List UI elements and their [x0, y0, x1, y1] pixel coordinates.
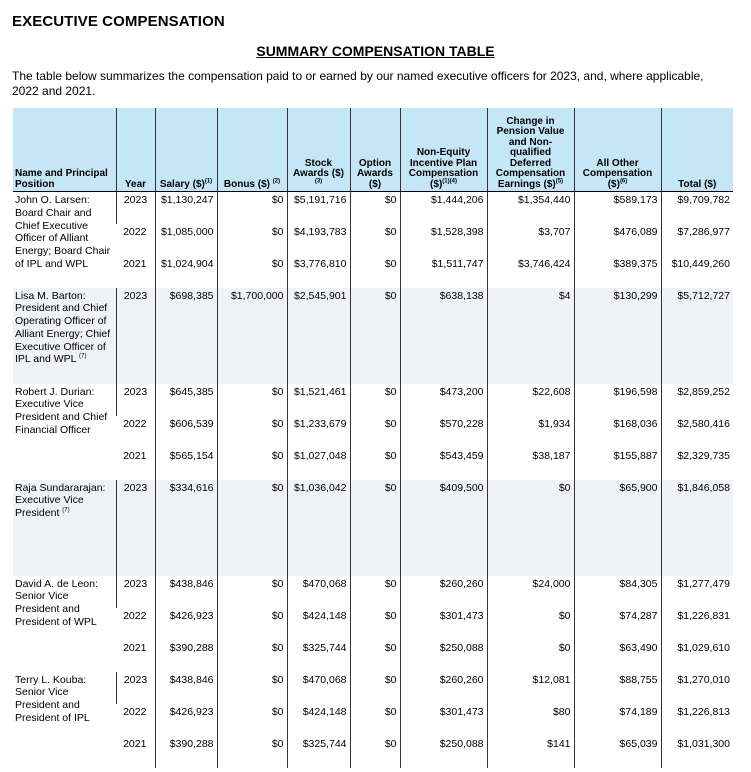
executive-name-cell [13, 672, 116, 768]
cell-option: $0 [350, 384, 400, 416]
cell-pension: $24,000 [487, 576, 574, 608]
footnote-marker: (1)(4) [442, 178, 457, 185]
cell-year: 2022 [123, 417, 147, 430]
cell-nonequity: $260,260 [400, 576, 487, 608]
col-pension: Change in Pension Value and Non-qualified Deferred Compensation Earnings ($)$^{(5)}$ [487, 108, 574, 192]
table-header [13, 108, 733, 192]
cell-salary: $1,085,000 [155, 224, 217, 256]
cell-total: $1,029,610 [661, 640, 733, 672]
cell-salary: $426,923 [155, 608, 217, 640]
cell-option: $0 [350, 448, 400, 480]
footnote-marker: (6) [619, 178, 628, 185]
cell-nonequity: $638,138 [400, 288, 487, 384]
cell-bonus: $0 [217, 480, 287, 576]
cell-option: $0 [350, 736, 400, 768]
cell-other: $74,287 [574, 608, 661, 640]
executive-name-cell [13, 192, 116, 288]
footnote-marker: (3) [314, 178, 323, 185]
cell-option: $0 [350, 576, 400, 608]
col-year: Year [116, 108, 155, 192]
cell-stock: $2,545,901 [287, 288, 350, 384]
cell-other: $155,887 [574, 448, 661, 480]
cell-pension: $80 [487, 704, 574, 736]
table-row [13, 640, 733, 672]
table-row [13, 224, 733, 256]
cell-option: $0 [350, 256, 400, 288]
cell-other: $65,039 [574, 736, 661, 768]
cell-bonus: $0 [217, 224, 287, 256]
cell-year: 2023 [116, 576, 155, 608]
cell-total: $2,580,416 [661, 416, 733, 448]
cell-option: $0 [350, 608, 400, 640]
col-nonequity: Non-Equity Incentive Plan Compensation ($)$^{(1)(4)}$ [400, 108, 487, 192]
cell-nonequity: $301,473 [400, 608, 487, 640]
cell-pension: $3,746,424 [487, 256, 574, 288]
cell-nonequity: $570,228 [400, 416, 487, 448]
cell-stock: $1,036,042 [287, 480, 350, 576]
cell-pension: $3,707 [487, 224, 574, 256]
cell-stock: $470,068 [287, 576, 350, 608]
cell-other: $88,755 [574, 672, 661, 704]
cell-salary: $565,154 [155, 448, 217, 480]
cell-nonequity: $260,260 [400, 672, 487, 704]
cell-nonequity: $1,528,398 [400, 224, 487, 256]
cell-total: $9,709,782 [661, 192, 733, 224]
cell-total: $1,846,058 [661, 480, 733, 576]
cell-stock: $1,233,679 [287, 416, 350, 448]
cell-total: $2,329,735 [661, 448, 733, 480]
cell-total: $1,277,479 [661, 576, 733, 608]
cell-year: 2022 [123, 225, 147, 238]
cell-salary: $1,130,247 [155, 192, 217, 224]
cell-option: $0 [350, 672, 400, 704]
footnote-marker: (2) [272, 178, 281, 185]
cell-pension: $0 [487, 480, 574, 576]
cell-other: $196,598 [574, 384, 661, 416]
cell-other: $84,305 [574, 576, 661, 608]
executive-name: David A. de Leon: Senior Vice President and President of WPL [15, 577, 98, 628]
cell-total: $5,712,727 [661, 288, 733, 384]
cell-year: 2021 [123, 449, 147, 462]
footnote-marker: (5) [555, 178, 564, 185]
cell-bonus: $0 [217, 192, 287, 224]
table-row [13, 192, 733, 224]
cell-other: $74,189 [574, 704, 661, 736]
cell-other: $65,900 [574, 480, 661, 576]
table-row [13, 256, 733, 288]
cell-pension: $22,608 [487, 384, 574, 416]
table-row [13, 384, 733, 416]
cell-pension: $4 [487, 288, 574, 384]
cell-total: $1,031,300 [661, 736, 733, 768]
cell-bonus: $0 [217, 576, 287, 608]
col-option-awards: Option Awards ($) [350, 108, 400, 192]
table-row [13, 288, 733, 384]
intro-paragraph: The table below summarizes the compensation paid to or earned by our named executive officers for 2023, and, where applicable, 2022 and 2021. [12, 69, 704, 98]
cell-other: $130,299 [574, 288, 661, 384]
table-row [13, 672, 733, 704]
cell-salary: $390,288 [155, 640, 217, 672]
footnote-marker: (7) [79, 353, 87, 360]
cell-option: $0 [350, 192, 400, 224]
cell-nonequity: $250,088 [400, 640, 487, 672]
executive-name: John O. Larsen: Board Chair and Chief Executive Officer of Alliant Energy; Board Chair of IPL and WPL [15, 194, 111, 270]
col-other: All Other Compensation ($)$^{(6)}$ [574, 108, 661, 192]
cell-salary: $606,539 [155, 416, 217, 448]
summary-compensation-table [13, 108, 733, 768]
cell-bonus: $0 [217, 704, 287, 736]
cell-option: $0 [350, 640, 400, 672]
cell-bonus: $0 [217, 736, 287, 768]
executive-name-cell [13, 384, 116, 480]
cell-stock: $325,744 [287, 640, 350, 672]
cell-pension: $1,934 [487, 416, 574, 448]
cell-stock: $424,148 [287, 608, 350, 640]
col-stock-awards: Stock Awards ($)$^{(3)}$ [287, 108, 350, 192]
cell-stock: $470,068 [287, 672, 350, 704]
cell-total: $1,270,010 [661, 672, 733, 704]
cell-bonus: $1,700,000 [217, 288, 287, 384]
cell-pension: $38,187 [487, 448, 574, 480]
cell-stock: $3,776,810 [287, 256, 350, 288]
cell-other: $63,490 [574, 640, 661, 672]
col-total: Total ($) [661, 108, 733, 192]
cell-option: $0 [350, 480, 400, 576]
cell-nonequity: $543,459 [400, 448, 487, 480]
cell-bonus: $0 [217, 672, 287, 704]
cell-salary: $1,024,904 [155, 256, 217, 288]
cell-salary: $426,923 [155, 704, 217, 736]
table-row [13, 576, 733, 608]
table-row [13, 448, 733, 480]
cell-total: $2,859,252 [661, 384, 733, 416]
cell-stock: $1,521,461 [287, 384, 350, 416]
table-row [13, 608, 733, 640]
cell-nonequity: $1,444,206 [400, 192, 487, 224]
cell-nonequity: $250,088 [400, 736, 487, 768]
cell-option: $0 [350, 224, 400, 256]
cell-pension: $0 [487, 608, 574, 640]
table-row [13, 704, 733, 736]
footnote-marker: (7) [62, 507, 70, 514]
cell-bonus: $0 [217, 448, 287, 480]
cell-bonus: $0 [217, 416, 287, 448]
executive-name-cell [13, 480, 116, 576]
cell-year: 2023 [116, 384, 155, 416]
table-row [13, 736, 733, 768]
executive-name: Terry L. Kouba: Senior Vice President and President of IPL [15, 673, 90, 724]
table-row [13, 416, 733, 448]
cell-year: 2023 [116, 480, 155, 576]
cell-nonequity: $301,473 [400, 704, 487, 736]
cell-bonus: $0 [217, 256, 287, 288]
cell-year: 2022 [123, 705, 147, 718]
cell-year: 2023 [116, 192, 155, 224]
cell-salary: $334,616 [155, 480, 217, 576]
cell-total: $10,449,260 [661, 256, 733, 288]
executive-name-cell [13, 576, 116, 672]
cell-total: $7,286,977 [661, 224, 733, 256]
cell-bonus: $0 [217, 608, 287, 640]
cell-other: $589,173 [574, 192, 661, 224]
col-bonus: Bonus ($) $^{(2)}$ [217, 108, 287, 192]
cell-year: 2021 [123, 257, 147, 270]
cell-year: 2023 [116, 288, 155, 384]
cell-salary: $390,288 [155, 736, 217, 768]
cell-stock: $4,193,783 [287, 224, 350, 256]
cell-total: $1,226,831 [661, 608, 733, 640]
cell-other: $389,375 [574, 256, 661, 288]
col-salary: Salary ($)$^{(1)}$ [155, 108, 217, 192]
cell-stock: $424,148 [287, 704, 350, 736]
col-name: Name and Principal Position [13, 108, 116, 192]
executive-name: Lisa M. Barton: President and Chief Operating Officer of Alliant Energy; Chief Executive Officer of IPL and WPL [15, 289, 111, 366]
cell-year: 2021 [123, 737, 147, 750]
cell-salary: $645,385 [155, 384, 217, 416]
cell-option: $0 [350, 288, 400, 384]
cell-other: $476,089 [574, 224, 661, 256]
table-body [13, 192, 733, 768]
executive-name-cell [13, 288, 116, 384]
cell-salary: $438,846 [155, 672, 217, 704]
table-title: SUMMARY COMPENSATION TABLE [256, 43, 495, 59]
cell-other: $168,036 [574, 416, 661, 448]
cell-stock: $1,027,048 [287, 448, 350, 480]
cell-bonus: $0 [217, 640, 287, 672]
cell-salary: $438,846 [155, 576, 217, 608]
cell-pension: $0 [487, 640, 574, 672]
cell-year: 2023 [116, 672, 155, 704]
footnote-marker: (1) [204, 178, 213, 185]
table-row [13, 480, 733, 576]
cell-bonus: $0 [217, 384, 287, 416]
executive-name: Raja Sundararajan: Executive Vice President [15, 481, 106, 520]
cell-total: $1,226,813 [661, 704, 733, 736]
cell-stock: $325,744 [287, 736, 350, 768]
cell-pension: $1,354,440 [487, 192, 574, 224]
cell-year: 2022 [123, 609, 147, 622]
cell-pension: $12,081 [487, 672, 574, 704]
cell-option: $0 [350, 704, 400, 736]
cell-pension: $141 [487, 736, 574, 768]
cell-nonequity: $1,511,747 [400, 256, 487, 288]
cell-nonequity: $409,500 [400, 480, 487, 576]
executive-name: Robert J. Durian: Executive Vice President and Chief Financial Officer [15, 385, 108, 436]
cell-option: $0 [350, 416, 400, 448]
section-heading: EXECUTIVE COMPENSATION [12, 13, 225, 30]
cell-stock: $5,191,716 [287, 192, 350, 224]
cell-nonequity: $473,200 [400, 384, 487, 416]
cell-salary: $698,385 [155, 288, 217, 384]
cell-year: 2021 [123, 641, 147, 654]
